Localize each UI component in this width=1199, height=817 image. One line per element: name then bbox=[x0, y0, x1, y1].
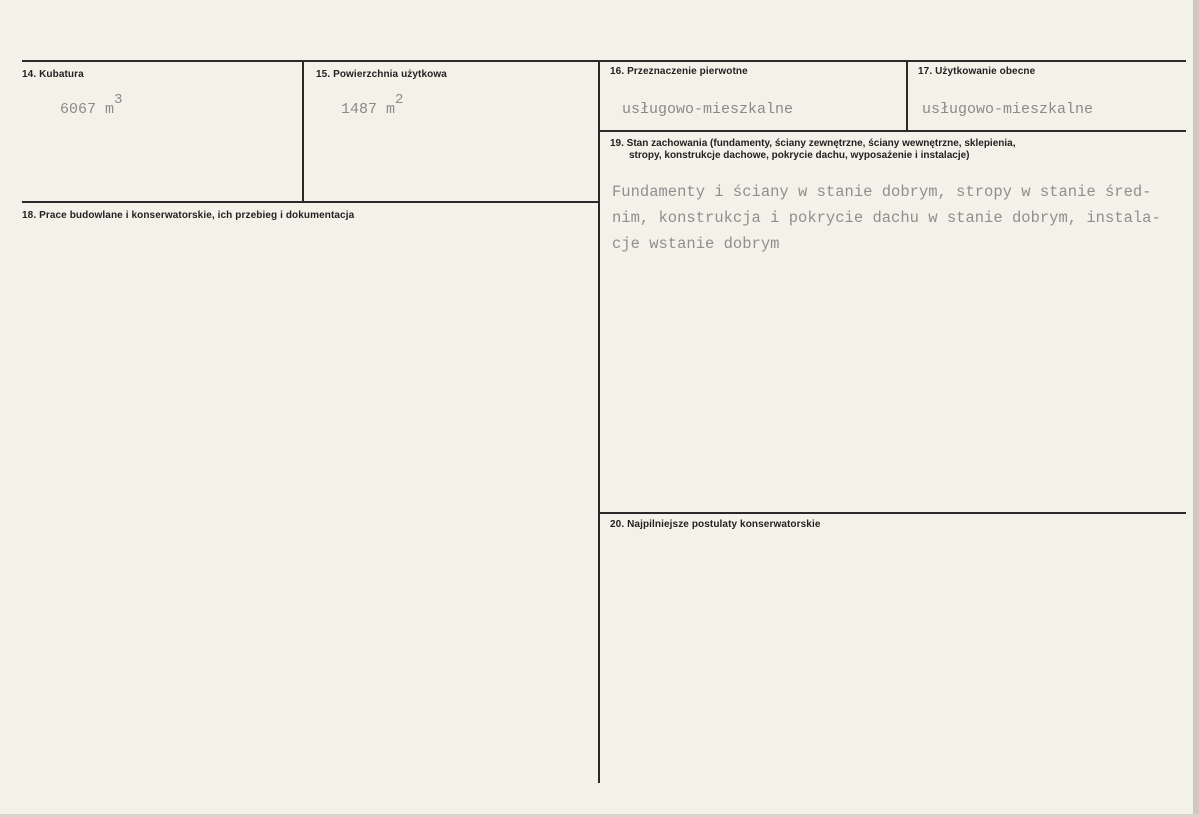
field-16-label: 16. Przeznaczenie pierwotne bbox=[610, 66, 748, 77]
top-border-line bbox=[22, 60, 1186, 62]
field-16-value: usługowo-mieszkalne bbox=[622, 101, 794, 118]
field-19-text-line: cje wstanie dobrym bbox=[612, 235, 780, 253]
divider-16-17 bbox=[906, 61, 908, 131]
card-right-edge bbox=[1193, 0, 1199, 817]
field-15-number: 1487 m bbox=[341, 101, 396, 118]
field-15-value bbox=[341, 92, 404, 118]
field-17-value: usługowo-mieszkalne bbox=[922, 101, 1094, 118]
field-19-label-line2: stropy, konstrukcje dachowe, pokrycie dachu, wyposażenie i instalacje) bbox=[629, 150, 970, 161]
divider-14-15 bbox=[302, 61, 304, 202]
divider-row-18 bbox=[22, 201, 600, 203]
field-19-text-line: nim, konstrukcja i pokrycie dachu w stanie dobrym, instala- bbox=[612, 209, 1161, 227]
field-14-number: 6067 m bbox=[60, 101, 115, 118]
field-17-label: 17. Użytkowanie obecne bbox=[918, 66, 1036, 77]
field-18-label: 18. Prace budowlane i konserwatorskie, ich przebieg i dokumentacja bbox=[22, 210, 355, 221]
field-14-exponent: 3 bbox=[114, 92, 123, 108]
divider-row-20 bbox=[599, 512, 1186, 514]
field-19-label-line1: 19. Stan zachowania (fundamenty, ściany zewnętrzne, ściany wewnętrzne, sklepienia, bbox=[610, 138, 1016, 149]
divider-row-19 bbox=[599, 130, 1186, 132]
field-19-text bbox=[612, 179, 1161, 257]
field-15-label: 15. Powierzchnia użytkowa bbox=[316, 69, 447, 80]
divider-left-right bbox=[598, 61, 600, 783]
field-15-exponent: 2 bbox=[395, 92, 404, 108]
field-19-text-line: Fundamenty i ściany w stanie dobrym, stropy w stanie śred- bbox=[612, 183, 1152, 201]
field-20-label: 20. Najpilniejsze postulaty konserwatorskie bbox=[610, 519, 821, 530]
field-14-label: 14. Kubatura bbox=[22, 69, 84, 80]
field-14-value bbox=[60, 92, 123, 118]
